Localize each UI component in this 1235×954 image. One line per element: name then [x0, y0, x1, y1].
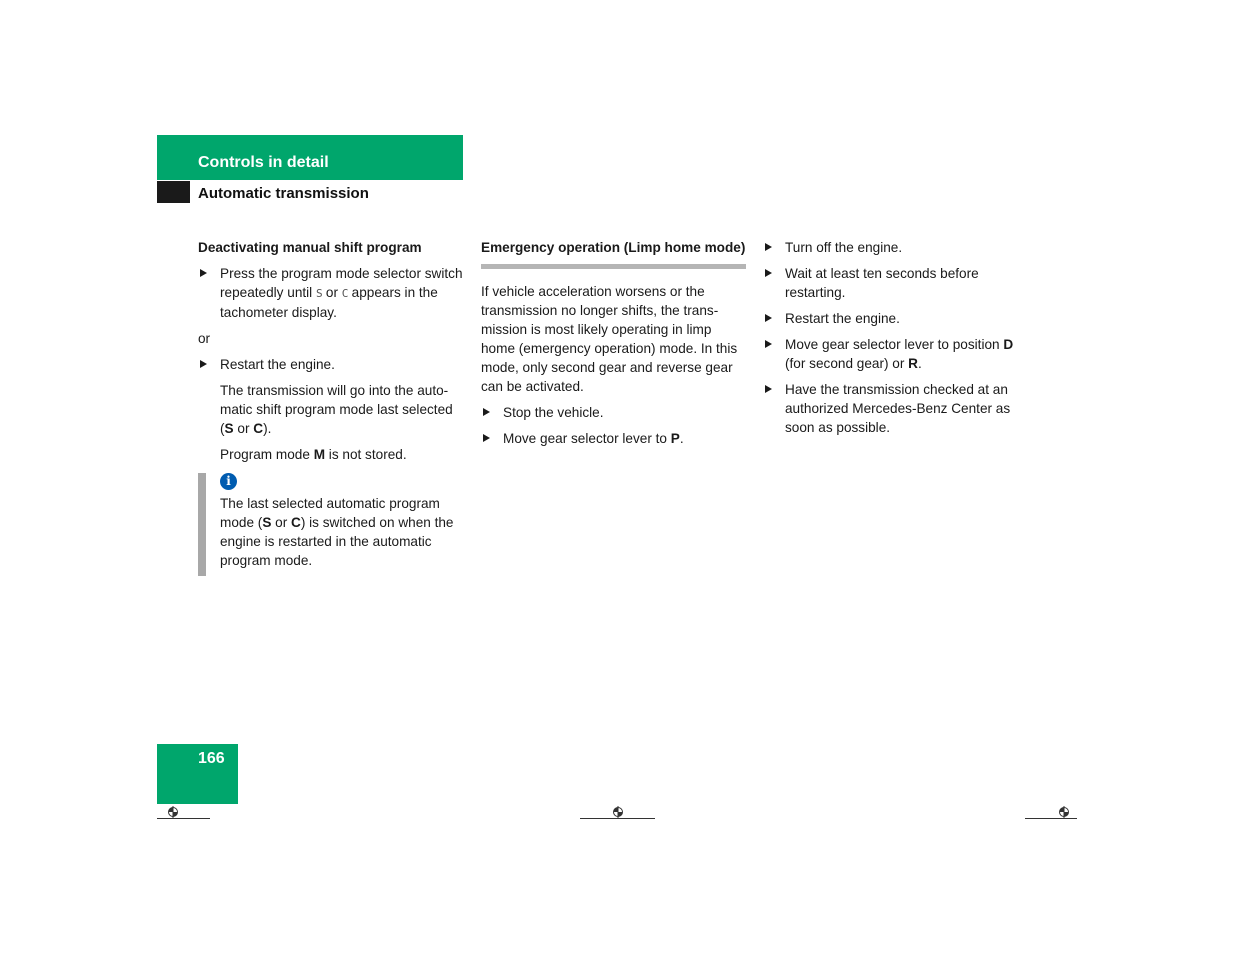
column-left — [198, 238, 464, 570]
info-note — [198, 471, 464, 570]
bullet-turn-off-engine: Turn off the engine. — [763, 238, 1029, 257]
section-title: Controls in detail — [198, 154, 329, 171]
page-number: 166 — [198, 750, 225, 767]
column-middle — [481, 238, 746, 455]
crop-mark-icon — [1058, 806, 1070, 818]
crop-mark-icon — [167, 806, 179, 818]
program-mode-m-paragraph: Program mode M is not stored. — [220, 447, 407, 462]
bullet-have-checked: Have the transmission checked at an authorized Mercedes-Benz Center as soon as possible. — [763, 380, 1029, 437]
crop-line — [1025, 818, 1077, 819]
bullet-wait-ten-seconds: Wait at least ten seconds before restarting. — [763, 264, 1029, 302]
note-text: The last selected automatic program mode (S or C) is switched on when the engine is restarted in the automatic program mode. — [220, 496, 454, 568]
emergency-paragraph: If vehicle acceleration worsens or the transmission no longer shifts, the trans- mission is most likely operating in limp home (emergency operation) mode. In this mode, only second gear and reverse gear can be activated. — [481, 284, 738, 394]
crop-mark-icon — [612, 806, 624, 818]
crop-line — [157, 818, 210, 819]
bullet-restart-engine: Restart the engine. — [198, 355, 464, 374]
subsection-marker — [157, 181, 190, 203]
subsection-title: Automatic transmission — [198, 185, 369, 202]
bullet-move-to-p: Move gear selector lever to P. — [481, 429, 746, 448]
bullet-press-selector: Press the program mode selector switch repeatedly until S or C appears in the tachometer display. — [198, 264, 464, 322]
info-icon: i — [220, 473, 237, 490]
display-s-symbol: S — [315, 287, 323, 300]
deactivate-heading: Deactivating manual shift program — [198, 240, 422, 255]
column-right — [763, 238, 1029, 444]
note-side-bar — [198, 473, 206, 576]
crop-line — [580, 818, 655, 819]
emergency-heading: Emergency operation (Limp home mode) — [481, 238, 746, 269]
display-c-symbol: C — [341, 287, 348, 300]
auto-mode-paragraph: The transmission will go into the auto- matic shift program mode last selected (S or C). — [220, 383, 453, 436]
or-text: or — [198, 331, 211, 346]
bullet-restart-engine-2: Restart the engine. — [763, 309, 1029, 328]
bullet-stop-vehicle: Stop the vehicle. — [481, 403, 746, 422]
bullet-move-to-d-or-r: Move gear selector lever to position D (for second gear) or R. — [763, 335, 1029, 373]
